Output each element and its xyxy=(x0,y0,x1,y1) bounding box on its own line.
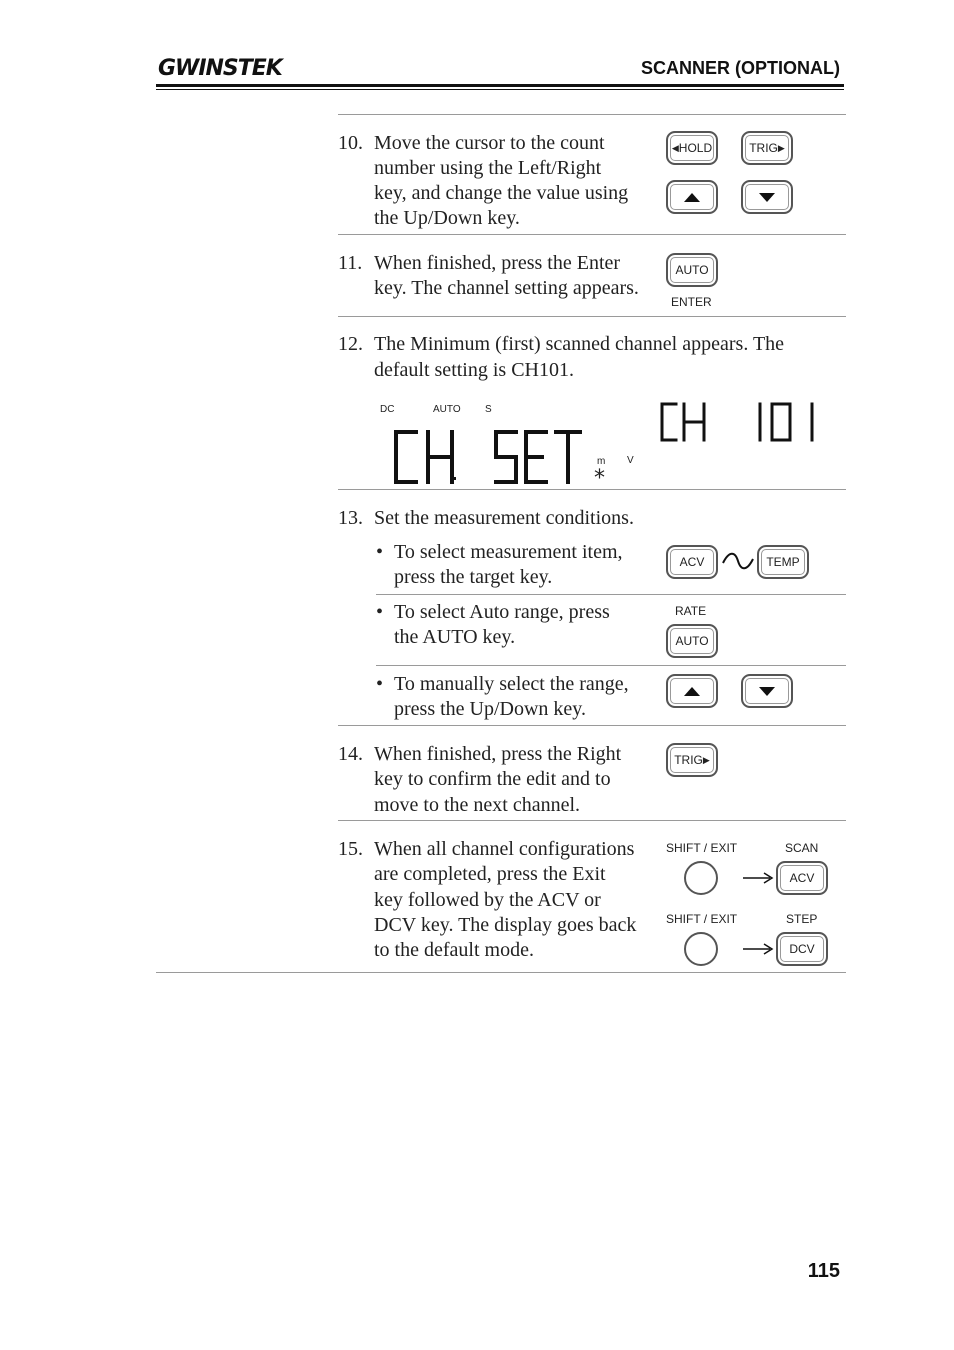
arrow-right-icon xyxy=(742,942,774,956)
trig-right-key[interactable] xyxy=(741,131,793,165)
bullet-text xyxy=(394,600,610,650)
down-key[interactable] xyxy=(741,674,793,708)
step-text xyxy=(374,837,636,963)
tilde-range-icon xyxy=(721,551,755,571)
section-title: SCANNER (OPTIONAL) xyxy=(641,58,840,78)
divider xyxy=(338,234,846,235)
arrow-right-icon: ▶ xyxy=(702,754,710,765)
dcv-key[interactable] xyxy=(776,932,828,966)
lcd-secondary-display xyxy=(656,400,822,446)
arrow-right-icon: ▶ xyxy=(777,142,785,153)
text-line: When all channel configurations xyxy=(374,838,635,860)
text-line: press the Up/Down key. xyxy=(394,698,587,720)
down-key[interactable] xyxy=(741,180,793,214)
bullet-text xyxy=(394,540,623,590)
page-number: 115 xyxy=(807,1260,840,1282)
text-line: key followed by the ACV or xyxy=(374,889,601,911)
key-label: TRIG xyxy=(749,141,778,155)
rate-label: RATE xyxy=(675,604,707,618)
step-text xyxy=(374,332,784,383)
divider xyxy=(338,820,846,821)
unit-v: V xyxy=(627,455,634,466)
text-line: key. The channel setting appears. xyxy=(374,277,639,299)
key-label: AUTO xyxy=(675,634,709,648)
step-number: 13. xyxy=(338,507,363,529)
up-key[interactable] xyxy=(666,674,718,708)
bullet-text xyxy=(394,672,629,722)
key-label: TEMP xyxy=(766,555,800,569)
auto-enter-key[interactable] xyxy=(666,253,718,287)
text-line: move to the next channel. xyxy=(374,794,581,816)
key-label: DCV xyxy=(789,942,815,956)
triangle-up-icon xyxy=(684,687,700,696)
divider xyxy=(156,972,846,973)
divider xyxy=(338,489,846,490)
text-line: When finished, press the Right xyxy=(374,743,622,765)
text-line: To select Auto range, press xyxy=(394,601,610,623)
temp-key[interactable] xyxy=(757,545,809,579)
text-line: When finished, press the Enter xyxy=(374,252,621,274)
auto-key[interactable] xyxy=(666,624,718,658)
arrow-left-icon: ◀ xyxy=(671,142,679,153)
indicator-dc: DC xyxy=(380,404,395,415)
shift-exit-button[interactable] xyxy=(684,932,718,966)
step-text xyxy=(374,506,634,531)
text-line: The Minimum (first) scanned channel appears. The xyxy=(374,333,785,355)
arrow-right-icon xyxy=(742,871,774,885)
divider xyxy=(338,725,846,726)
text-line: default setting is CH101. xyxy=(374,359,574,381)
triangle-down-icon xyxy=(759,193,775,202)
step-text xyxy=(374,131,628,231)
header-rule xyxy=(156,84,844,87)
step-number: 12. xyxy=(338,333,363,355)
indicator-auto: AUTO xyxy=(433,404,461,415)
step-text xyxy=(374,251,639,301)
enter-label: ENTER xyxy=(671,295,712,309)
key-label: HOLD xyxy=(678,141,713,155)
lcd-main-display xyxy=(388,426,593,488)
key-label: ACV xyxy=(789,871,815,885)
text-line: key to confirm the edit and to xyxy=(374,768,611,790)
acv-key[interactable] xyxy=(666,545,718,579)
key-label: TRIG xyxy=(674,753,703,767)
divider xyxy=(338,114,846,115)
scan-label: SCAN xyxy=(785,841,819,855)
shift-exit-label: SHIFT / EXIT xyxy=(666,841,738,855)
divider xyxy=(376,665,846,666)
unit-m: m xyxy=(597,456,606,467)
step-label: STEP xyxy=(786,912,818,926)
text-line: key, and change the value using xyxy=(374,182,629,204)
brand-logo: GWINSTEK xyxy=(158,56,282,81)
text-line: are completed, press the Exit xyxy=(374,863,606,885)
hold-left-key[interactable] xyxy=(666,131,718,165)
step-number: 10. xyxy=(338,132,363,154)
text-line: To manually select the range, xyxy=(394,673,629,695)
text-line: To select measurement item, xyxy=(394,541,623,563)
text-line: to the default mode. xyxy=(374,939,534,961)
step-number: 15. xyxy=(338,838,363,860)
step-number: 11. xyxy=(338,252,363,274)
text-line: Set the measurement conditions. xyxy=(374,507,634,529)
triangle-down-icon xyxy=(759,687,775,696)
divider xyxy=(338,316,846,317)
star-icon: * xyxy=(594,466,605,491)
step-text xyxy=(374,742,621,818)
step-number: 14. xyxy=(338,743,363,765)
key-label: AUTO xyxy=(675,263,709,277)
triangle-up-icon xyxy=(684,193,700,202)
header-rule-thin xyxy=(156,89,844,90)
shift-exit-label: SHIFT / EXIT xyxy=(666,912,738,926)
shift-exit-button[interactable] xyxy=(684,861,718,895)
text-line: the Up/Down key. xyxy=(374,207,520,229)
text-line: number using the Left/Right xyxy=(374,157,602,179)
text-line: DCV key. The display goes back xyxy=(374,914,637,936)
bullet-mark: • xyxy=(376,541,384,563)
divider xyxy=(376,594,846,595)
bullet-mark: • xyxy=(376,601,384,623)
indicator-s: S xyxy=(485,404,492,415)
bullet-mark: • xyxy=(376,673,384,695)
text-line: the AUTO key. xyxy=(394,626,516,648)
key-label: ACV xyxy=(679,555,705,569)
text-line: Move the cursor to the count xyxy=(374,132,605,154)
acv-key[interactable] xyxy=(776,861,828,895)
trig-right-key[interactable] xyxy=(666,743,718,777)
up-key[interactable] xyxy=(666,180,718,214)
text-line: press the target key. xyxy=(394,566,553,588)
